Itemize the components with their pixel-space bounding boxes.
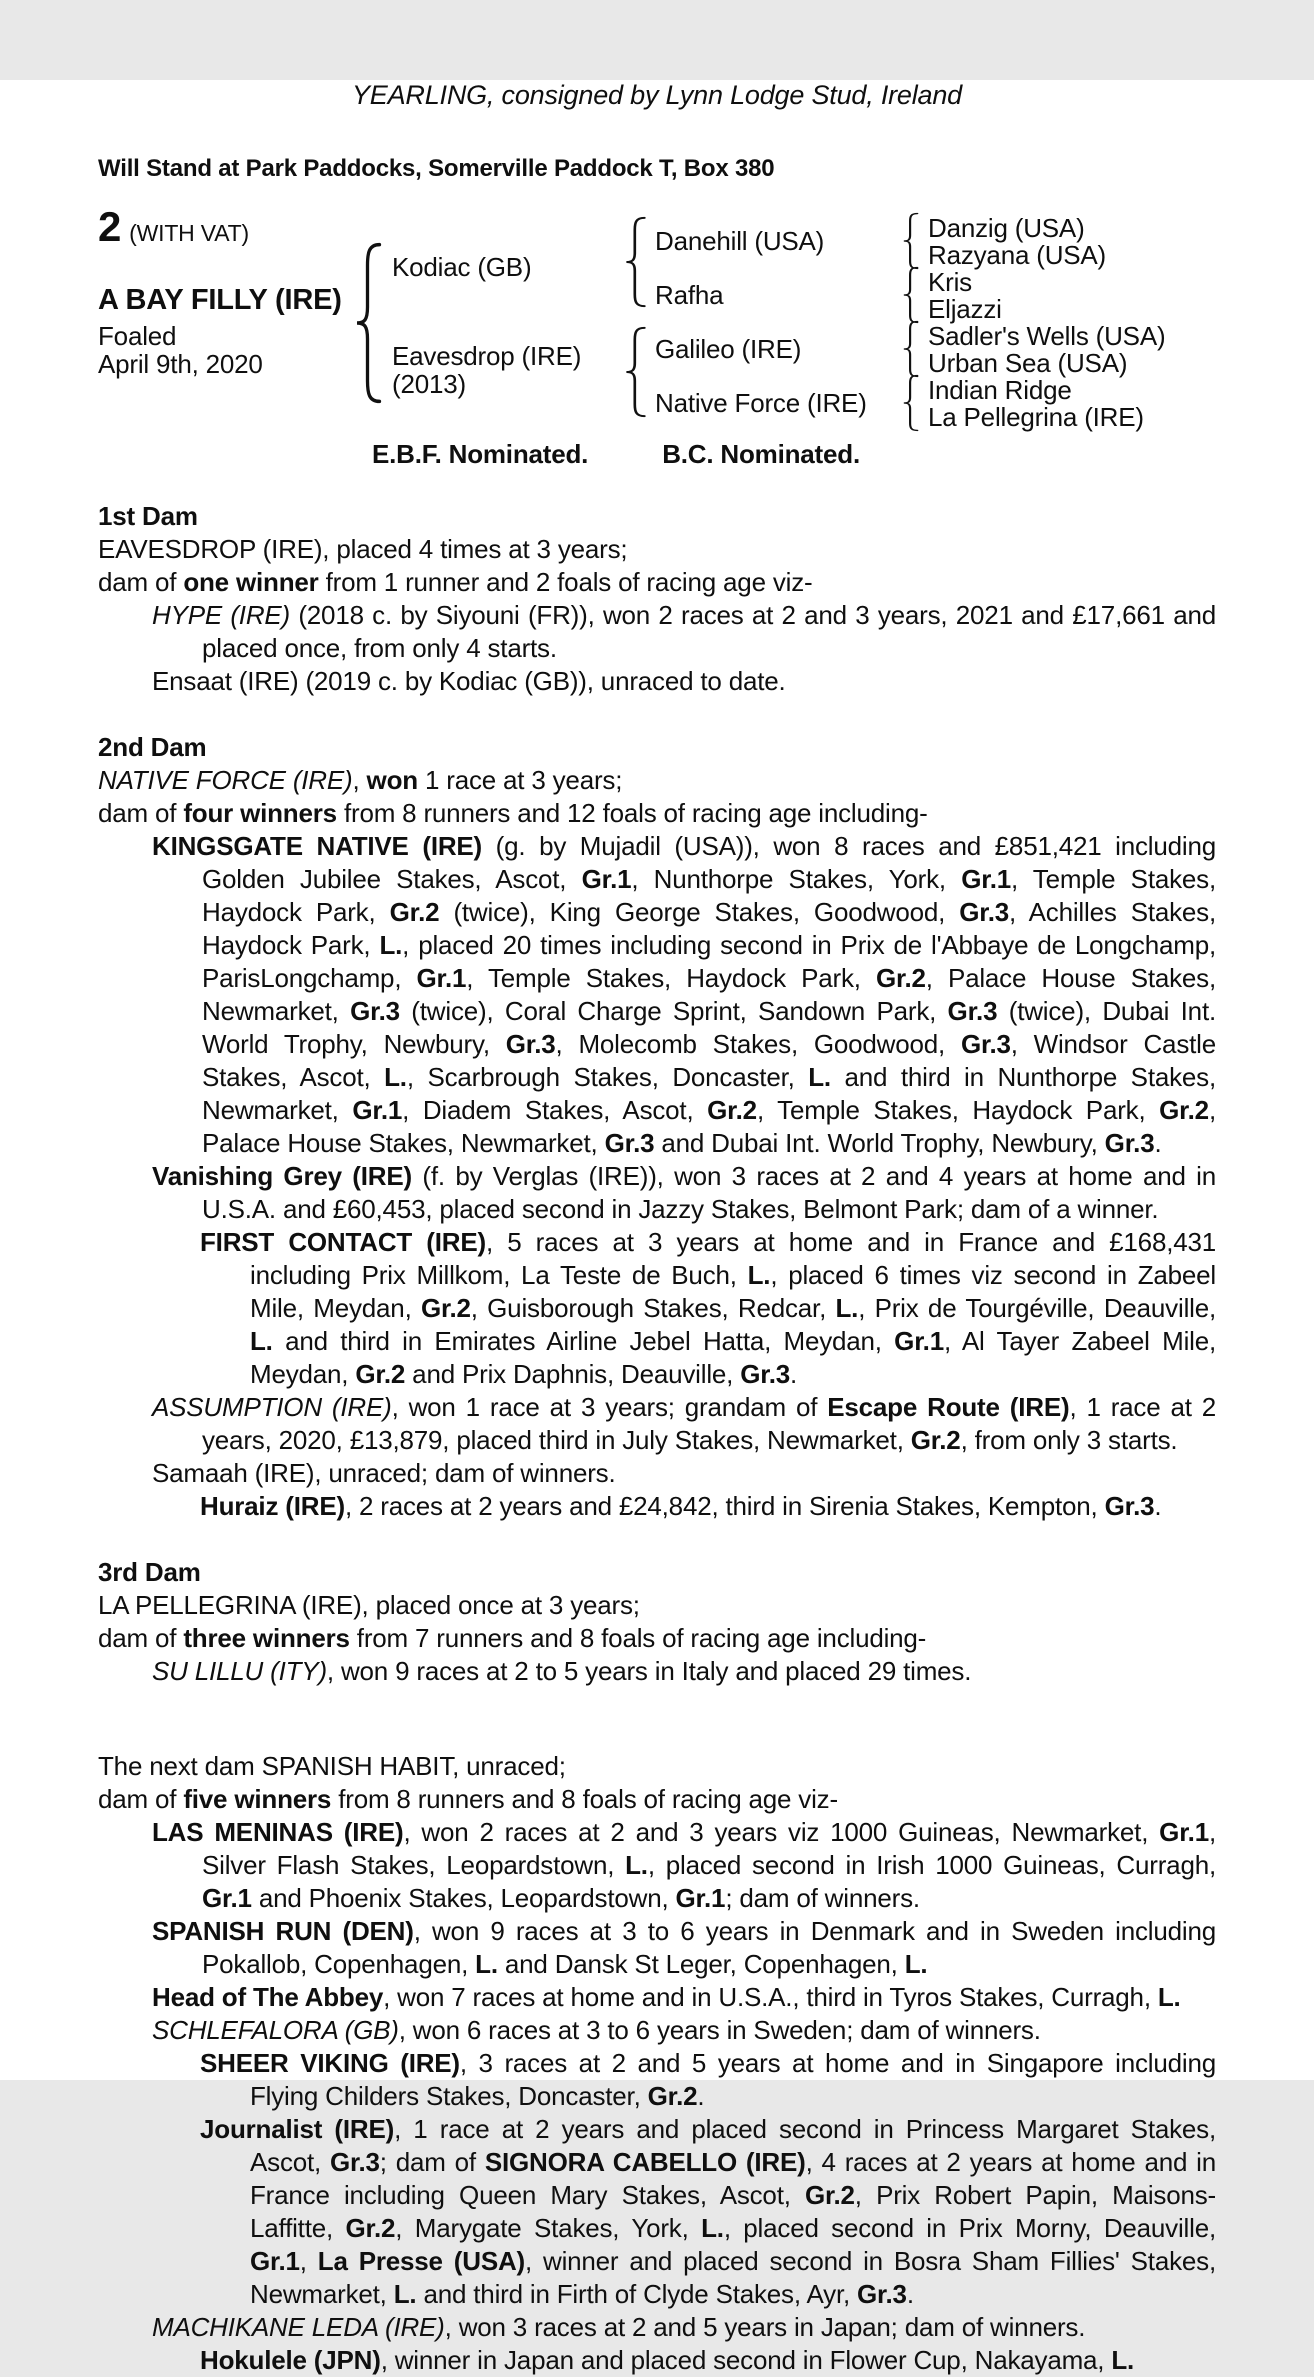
lot-line [98, 203, 249, 250]
pedigree-grandparent: Native Force (IRE) [655, 388, 867, 418]
text-run: , winner in Japan and placed second in Flower Cup, Nakayama, [380, 2345, 1112, 2375]
text-run: , won 3 races at 2 and 5 years in Japan; dam of winners. [444, 2312, 1086, 2342]
text-run: L. [393, 2279, 417, 2309]
pedigree-text-paragraph [98, 2344, 1216, 2377]
dam-heading: 2nd Dam [98, 732, 207, 762]
text-run: , placed second in Irish 1000 Guineas, Curragh, [647, 1850, 1216, 1880]
text-run: , 1 race at 2 years, 2020, £13,879, placed third in July Stakes, Newmarket, [202, 1392, 1216, 1455]
text-run: . [790, 1359, 798, 1389]
text-run: (f. by Verglas (IRE)), won 3 races at 2 and 4 years at home and in U.S.A. and £60,453, placed second in Jazzy Stakes, Belmont Park; dam of a winner. [202, 1161, 1216, 1224]
text-run: Ensaat (IRE) (2019 c. by Kodiac (GB)), unraced to date. [152, 666, 786, 696]
text-run: SPANISH RUN (DEN) [152, 1916, 414, 1946]
text-run: from 8 runners and 8 foals of racing age viz- [331, 1784, 838, 1814]
pedigree-brace-ggp [902, 321, 920, 377]
text-run: Gr.2 [345, 2213, 396, 2243]
pedigree-great-grandparent: La Pellegrina (IRE) [928, 402, 1144, 432]
pedigree-great-grandparent: Razyana (USA) [928, 240, 1107, 270]
text-run: , Palace House Stakes, Newmarket, [202, 963, 1216, 1026]
text-run: Gr.1 [352, 1095, 403, 1125]
text-run: La Presse (USA) [317, 2246, 525, 2276]
pedigree-text-paragraph [98, 1783, 1216, 1816]
foaled-label: Foaled [98, 321, 177, 351]
text-run: , Temple Stakes, Haydock Park, [466, 963, 876, 993]
pedigree-text-paragraph [98, 2014, 1216, 2047]
pedigree-text-paragraph [98, 665, 1216, 698]
pedigree-text-paragraph [98, 1490, 1216, 1523]
text-run: four winners [183, 798, 337, 828]
text-run: and Dansk St Leger, Copenhagen, [497, 1949, 905, 1979]
pedigree-text-paragraph [98, 1226, 1216, 1391]
text-run: Gr.3 [740, 1359, 791, 1389]
text-run: (twice), Coral Charge Sprint, Sandown Park, [399, 996, 948, 1026]
pedigree-text-paragraph [98, 1160, 1216, 1226]
page-content [0, 80, 1314, 2377]
text-run: , Scarbrough Stakes, Doncaster, [406, 1062, 809, 1092]
text-run: , 2 races at 2 years and £24,842, third in Sirenia Stakes, Kempton, [344, 1491, 1105, 1521]
text-run: , Palace House Stakes, Newmarket, [202, 1095, 1216, 1158]
pedigree-text-paragraph [98, 1655, 1216, 1688]
text-run: Gr.2 [355, 1359, 406, 1389]
vat-note: (WITH VAT) [129, 220, 249, 246]
pedigree-dam: Eavesdrop (IRE) [392, 341, 582, 371]
pedigree-brace-ggp [902, 213, 920, 269]
text-run: . [906, 2279, 914, 2309]
text-run: , Prix Robert Papin, Maisons-Laffitte, [250, 2180, 1217, 2243]
dam-section [98, 1556, 1216, 1688]
pedigree-great-grandparent: Sadler's Wells (USA) [928, 321, 1166, 351]
text-run: , Marygate Stakes, York, [395, 2213, 702, 2243]
pedigree-text-paragraph [98, 797, 1216, 830]
text-run: L. [384, 1062, 407, 1092]
text-run: Gr.3 [350, 996, 400, 1026]
text-run: . [1154, 1491, 1162, 1521]
text-run: L. [1157, 1982, 1181, 2012]
text-run: KINGSGATE NATIVE (IRE) [152, 831, 483, 861]
text-run: dam of [98, 1784, 184, 1814]
text-run: Gr.3 [604, 1128, 655, 1158]
lot-number: 2 [98, 203, 122, 250]
pedigree-table [98, 203, 1216, 432]
pedigree-great-grandparent: Danzig (USA) [928, 213, 1085, 243]
text-run: Samaah (IRE), unraced; dam of winners. [152, 1458, 616, 1488]
text-run: L. [835, 1293, 859, 1323]
text-run: SU LILLU (ITY) [152, 1656, 327, 1686]
text-run: , placed 20 times including second in Prix de l'Abbaye de Longchamp, ParisLongchamp, [202, 930, 1216, 993]
text-run: Gr.1 [961, 864, 1011, 894]
text-run: L. [808, 1062, 831, 1092]
text-run: Gr.2 [647, 2081, 698, 2111]
text-run: five winners [183, 1784, 332, 1814]
text-run: Gr.3 [505, 1029, 556, 1059]
dam-heading: 3rd Dam [98, 1557, 201, 1587]
text-run: dam of [98, 567, 184, 597]
text-run: Huraiz (IRE) [200, 1491, 345, 1521]
text-run: LA PELLEGRINA (IRE), placed once at 3 years; [98, 1590, 640, 1620]
text-run: SIGNORA CABELLO (IRE) [484, 2147, 806, 2177]
pedigree-text-paragraph [98, 2113, 1216, 2311]
pedigree-text-paragraph [98, 599, 1216, 665]
pedigree-sire: Kodiac (GB) [392, 252, 532, 282]
pedigree-text-paragraph [98, 1457, 1216, 1490]
text-run: (twice), Dubai Int. World Trophy, Newbury, [202, 996, 1216, 1059]
text-run: , won 6 races at 3 to 6 years in Sweden; dam of winners. [398, 2015, 1041, 2045]
text-run: L. [747, 1260, 771, 1290]
text-run: and third in Nunthorpe Stakes, Newmarket, [202, 1062, 1216, 1125]
text-run: Gr.1 [581, 864, 632, 894]
catalogue-page [0, 80, 1314, 2375]
text-run: LAS MENINAS (IRE) [152, 1817, 404, 1847]
text-run: , Silver Flash Stakes, Leopardstown, [202, 1817, 1216, 1880]
text-run: Gr.2 [707, 1095, 757, 1125]
text-run: ; dam of winners. [725, 1883, 920, 1913]
text-run: Gr.2 [875, 963, 926, 993]
text-run: , won 7 races at home and in U.S.A., third in Tyros Stakes, Curragh, [383, 1982, 1158, 2012]
pedigree-text-paragraph [98, 533, 1216, 566]
foaled-date: April 9th, 2020 [98, 349, 263, 379]
text-run: (g. by Mujadil (USA)), won 8 races and £851,421 including Golden Jubilee Stakes, Ascot, [202, 831, 1216, 894]
text-run: Gr.3 [947, 996, 998, 1026]
text-run: from 8 runners and 12 foals of racing age including- [336, 798, 928, 828]
pedigree-brace-sire-parents [624, 217, 648, 307]
pedigree-dam-year: (2013) [392, 369, 466, 399]
text-run: L. [250, 1326, 273, 1356]
text-run: three winners [183, 1623, 350, 1653]
text-run: Gr.3 [1104, 1491, 1155, 1521]
text-run: Gr.1 [675, 1883, 726, 1913]
text-run: from 1 runner and 2 foals of racing age viz- [318, 567, 813, 597]
pedigree-text-paragraph [98, 566, 1216, 599]
text-run: and third in Firth of Clyde Stakes, Ayr, [416, 2279, 858, 2309]
text-run: HYPE (IRE) [152, 600, 290, 630]
text-run: L. [625, 1850, 648, 1880]
text-run: , [352, 765, 367, 795]
text-run: MACHIKANE LEDA (IRE) [152, 2312, 445, 2342]
text-run: , won 2 races at 2 and 3 years viz 1000 Guineas, Newmarket, [403, 1817, 1160, 1847]
text-run: Gr.3 [1104, 1128, 1155, 1158]
text-run: , 1 race at 2 years and placed second in Princess Margaret Stakes, Ascot, [250, 2114, 1216, 2177]
text-run: Head of The Abbey [152, 1982, 384, 2012]
text-run: Journalist (IRE) [200, 2114, 395, 2144]
text-run: SHEER VIKING (IRE) [200, 2048, 460, 2078]
text-run: Gr.1 [894, 1326, 944, 1356]
pedigree-text-paragraph [98, 2047, 1216, 2113]
text-run: SCHLEFALORA (GB) [152, 2015, 399, 2045]
text-run: and Prix Daphnis, Deauville, [405, 1359, 741, 1389]
text-run: , [299, 2246, 318, 2276]
text-run: and third in Emirates Airline Jebel Hatta, Meydan, [272, 1326, 895, 1356]
nominations-line [372, 439, 1216, 470]
ebf-nominated-label: E.B.F. Nominated. [372, 439, 589, 469]
stand-location-line: Will Stand at Park Paddocks, Somerville Paddock T, Box 380 [98, 155, 775, 182]
text-run: ASSUMPTION (IRE) [152, 1392, 392, 1422]
pedigree-text-paragraph [98, 1915, 1216, 1981]
text-run: Gr.2 [805, 2180, 855, 2210]
text-run: Escape Route (IRE) [827, 1392, 1070, 1422]
text-run: and Phoenix Stakes, Leopardstown, [251, 1883, 676, 1913]
pedigree-text-paragraph [98, 1981, 1216, 2014]
text-run: , winner and placed second in Bosra Sham Fillies' Stakes, Newmarket, [250, 2246, 1216, 2309]
pedigree-great-grandparent: Urban Sea (USA) [928, 348, 1128, 378]
text-run: Gr.3 [329, 2147, 380, 2177]
text-run: L. [1111, 2345, 1135, 2375]
text-run: EAVESDROP (IRE), placed 4 times at 3 years; [98, 534, 628, 564]
text-run: from 7 runners and 8 foals of racing age including- [349, 1623, 927, 1653]
text-run: L. [475, 1949, 498, 1979]
text-run: , placed 6 times viz second in Zabeel Mile, Meydan, [250, 1260, 1216, 1323]
pedigree-text-paragraph [98, 1391, 1216, 1457]
pedigree-text-paragraph [98, 2311, 1216, 2344]
text-run: , Temple Stakes, Haydock Park, [756, 1095, 1160, 1125]
text-run: L. [904, 1949, 928, 1979]
pedigree-text-paragraph [98, 1816, 1216, 1915]
text-run: The next dam SPANISH HABIT, unraced; [98, 1751, 566, 1781]
text-run: . [697, 2081, 705, 2111]
text-run: , Diadem Stakes, Ascot, [402, 1095, 708, 1125]
text-run: Gr.1 [250, 2246, 300, 2276]
text-run: dam of [98, 798, 184, 828]
pedigree-text-paragraph [98, 1622, 1216, 1655]
text-run: L. [701, 2213, 724, 2243]
text-run: , won 1 race at 3 years; grandam of [391, 1392, 828, 1422]
dam-section [98, 731, 1216, 1523]
text-run: Gr.3 [960, 1029, 1011, 1059]
text-run: , Windsor Castle Stakes, Ascot, [202, 1029, 1216, 1092]
pedigree-text-paragraph [98, 764, 1216, 797]
text-run: , from only 3 starts. [960, 1425, 1178, 1455]
pedigree-brace-ggp [902, 375, 920, 431]
text-run: , 4 races at 2 years at home and in France including Queen Mary Stakes, Ascot, [250, 2147, 1217, 2210]
text-run: , Molecomb Stakes, Goodwood, [555, 1029, 961, 1059]
text-run: Hokulele (JPN) [200, 2345, 381, 2375]
pedigree-great-grandparent: Indian Ridge [928, 375, 1072, 405]
pedigree-brace-generation1 [354, 243, 384, 403]
dam-section [98, 500, 1216, 698]
text-run: . [1154, 1128, 1162, 1158]
text-run: L. [379, 930, 403, 960]
dam-heading: 1st Dam [98, 501, 198, 531]
pedigree-grandparent: Danehill (USA) [655, 226, 825, 256]
text-run: Gr.2 [420, 1293, 471, 1323]
text-run: Gr.1 [1159, 1817, 1209, 1847]
pedigree-great-grandparent: Eljazzi [928, 294, 1002, 324]
text-run: Vanishing Grey (IRE) [152, 1161, 412, 1191]
text-run: , Nunthorpe Stakes, York, [631, 864, 962, 894]
text-run: Gr.3 [857, 2279, 907, 2309]
pedigree-brace-dam-parents [624, 327, 648, 417]
text-run: won [366, 765, 418, 795]
pedigree-brace-ggp [902, 267, 920, 323]
page-title: YEARLING, consigned by Lynn Lodge Stud, Ireland [351, 80, 962, 110]
text-run: , Temple Stakes, Haydock Park, [202, 864, 1216, 927]
text-run: FIRST CONTACT (IRE) [200, 1227, 486, 1257]
text-run: Gr.2 [910, 1425, 961, 1455]
text-run: , 3 races at 2 and 5 years at home and in Singapore including Flying Childers Stakes, Doncaster, [250, 2048, 1216, 2111]
text-run: Gr.1 [416, 963, 467, 993]
pedigree-text-paragraph [98, 1750, 1216, 1783]
text-run: , Guisborough Stakes, Redcar, [470, 1293, 836, 1323]
pedigree-grandparent: Rafha [655, 280, 724, 310]
horse-name: A BAY FILLY (IRE) [98, 284, 342, 316]
text-run: and Dubai Int. World Trophy, Newbury, [654, 1128, 1105, 1158]
text-run: , won 9 races at 2 to 5 years in Italy and placed 29 times. [326, 1656, 972, 1686]
dam-section [98, 1750, 1216, 2377]
text-run: , Al Tayer Zabeel Mile, Meydan, [250, 1326, 1217, 1389]
text-run: (twice), King George Stakes, Goodwood, [439, 897, 960, 927]
text-run: ; dam of [379, 2147, 485, 2177]
pedigree-text-paragraph [98, 830, 1216, 1160]
text-run: Gr.1 [202, 1883, 252, 1913]
dam-sections [98, 500, 1216, 2377]
text-run: dam of [98, 1623, 184, 1653]
text-run: one winner [183, 567, 319, 597]
bc-nominated-label: B.C. Nominated. [662, 439, 860, 469]
text-run: NATIVE FORCE (IRE) [98, 765, 353, 795]
text-run: , placed second in Prix Morny, Deauville, [723, 2213, 1216, 2243]
pedigree-text-paragraph [98, 1589, 1216, 1622]
text-run: , 5 races at 3 years at home and in France and £168,431 including Prix Millkom, La Teste de Buch, [250, 1227, 1217, 1290]
text-run: Gr.2 [389, 897, 440, 927]
text-run: , Prix de Tourgéville, Deauville, [858, 1293, 1216, 1323]
text-run: , Achilles Stakes, Haydock Park, [202, 897, 1216, 960]
text-run: (2018 c. by Siyouni (FR)), won 2 races at 2 and 3 years, 2021 and £17,661 and placed once, from only 4 starts. [202, 600, 1216, 663]
text-run: 1 race at 3 years; [417, 765, 623, 795]
pedigree-great-grandparent: Kris [928, 267, 972, 297]
text-run: Gr.3 [959, 897, 1009, 927]
text-run: , won 9 races at 3 to 6 years in Denmark and in Sweden including Pokallob, Copenhagen, [202, 1916, 1216, 1979]
pedigree-grandparent: Galileo (IRE) [655, 334, 802, 364]
text-run: Gr.2 [1159, 1095, 1209, 1125]
